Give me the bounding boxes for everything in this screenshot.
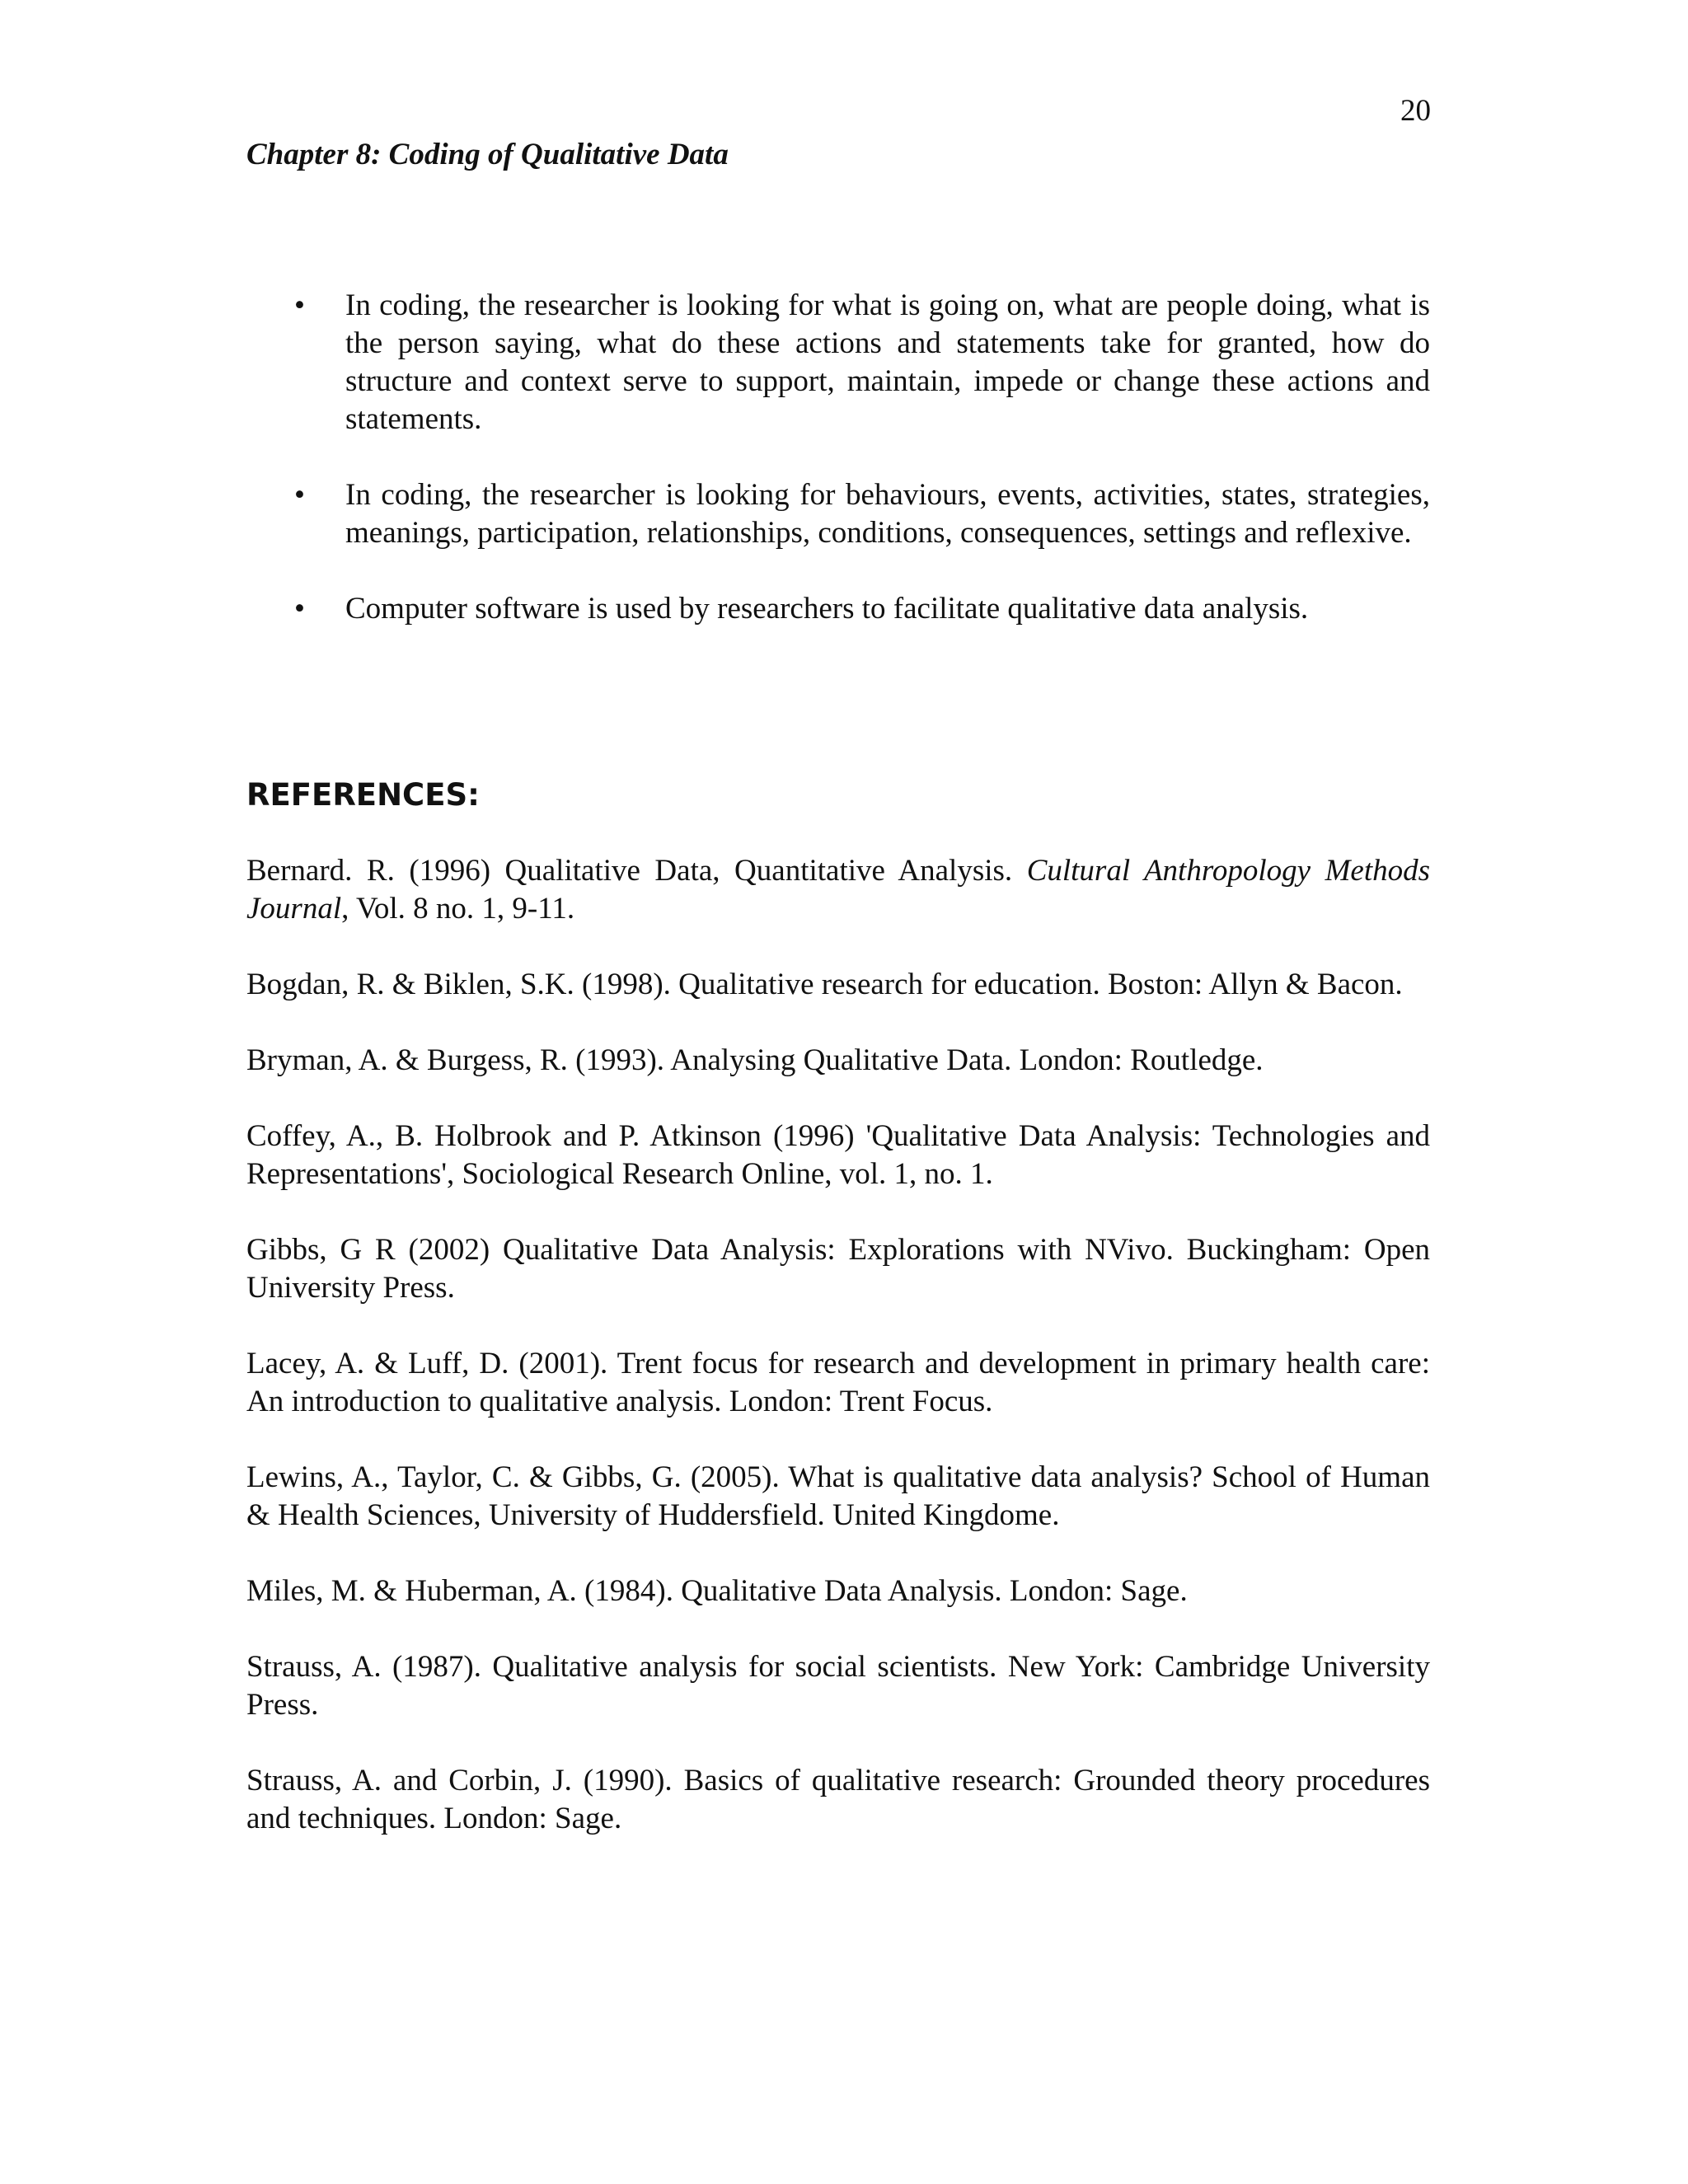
reference-item: Coffey, A., B. Holbrook and P. Atkinson (1996) 'Qualitative Data Analysis: Technologies and Representations', Sociological Research Online, vol. 1, no. 1.	[246, 1119, 1430, 1191]
bullet-text: In coding, the researcher is looking for behaviours, events, activities, states, strategies, meanings, participation, relationships, conditions, consequences, settings and reflexive.	[345, 478, 1430, 550]
reference-text: Bernard. R. (1996) Qualitative Data, Quantitative Analysis.	[246, 854, 1027, 888]
chapter-title: Chapter 8: Coding of Qualitative Data	[246, 138, 729, 171]
bullet-icon: •	[294, 288, 305, 322]
reference-item: Miles, M. & Huberman, A. (1984). Qualitative Data Analysis. London: Sage.	[246, 1574, 1188, 1608]
reference-item: Gibbs, G R (2002) Qualitative Data Analysis: Explorations with NVivo. Buckingham: Open University Press.	[246, 1233, 1430, 1305]
page-number: 20	[1400, 94, 1431, 128]
reference-item	[246, 852, 1430, 928]
reference-item: Lacey, A. & Luff, D. (2001). Trent focus for research and development in primary health care: An introduction to qualitative analysis. London: Trent Focus.	[246, 1347, 1430, 1418]
bullet-item	[246, 590, 1430, 628]
bullet-text: In coding, the researcher is looking for what is going on, what are people doing, what is the person saying, what do these actions and statements take for granted, how do structure and context serve to support, maintain, impede or change these actions and statements.	[345, 288, 1430, 436]
reference-text: , Vol. 8 no. 1, 9-11.	[341, 892, 575, 926]
bullet-item	[246, 476, 1430, 552]
reference-item: Bogdan, R. & Biklen, S.K. (1998). Qualitative research for education. Boston: Allyn & Bacon.	[246, 968, 1403, 1001]
reference-item: Bryman, A. & Burgess, R. (1993). Analysing Qualitative Data. London: Routledge.	[246, 1043, 1264, 1077]
bullet-list	[246, 287, 1430, 628]
reference-item: Lewins, A., Taylor, C. & Gibbs, G. (2005). What is qualitative data analysis? School of Human & Health Sciences, University of Huddersfield. United Kingdome.	[246, 1460, 1430, 1532]
reference-item: Strauss, A. (1987). Qualitative analysis for social scientists. New York: Cambridge University Press.	[246, 1650, 1430, 1722]
reference-item: Strauss, A. and Corbin, J. (1990). Basics of qualitative research: Grounded theory procedures and techniques. London: Sage.	[246, 1764, 1430, 1835]
references-heading: REFERENCES:	[246, 777, 480, 813]
page-content	[246, 287, 1430, 1876]
bullet-item	[246, 287, 1430, 438]
bullet-icon: •	[294, 478, 305, 512]
bullet-text: Computer software is used by researchers to facilitate qualitative data analysis.	[345, 592, 1309, 626]
journal-title: Cultural Anthropology Methods Journal	[246, 854, 1430, 926]
bullet-icon: •	[294, 592, 305, 626]
